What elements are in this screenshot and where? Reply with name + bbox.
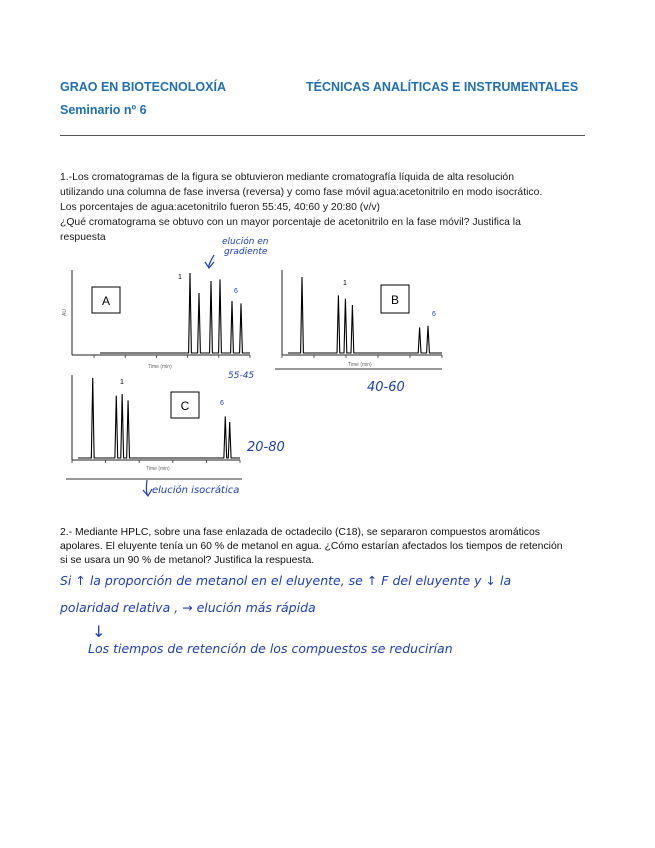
chart-a-xlabel: Time (min) (148, 364, 172, 370)
chart-b-trace (288, 277, 442, 353)
chromatogram-b (275, 270, 442, 369)
gradient-note-line: elución en (222, 237, 269, 247)
chart-b-peak-last: 6 (432, 311, 436, 318)
chart-c-label: C (180, 399, 190, 413)
chart-b-peak-first: 1 (343, 280, 347, 287)
chart-c-xlabel: Time (min) (146, 466, 170, 472)
chromatogram-a (62, 270, 250, 370)
isocratic-arrow-icon (143, 480, 152, 496)
chromatogram-c (66, 375, 242, 479)
course-title: GRAO EN BIOTECNOLOXÍA (60, 80, 226, 94)
question-1-line: 1.-Los cromatogramas de la figura se obtuvieron mediante cromatografía líquida de alta resolución (60, 172, 514, 183)
subject-title: TÉCNICAS ANALÍTICAS E INSTRUMENTALES (306, 80, 579, 94)
gradient-arrow-icon (205, 255, 214, 268)
answer-line-1: Si ↑ la proporción de metanol en el eluyente, se ↑ F del eluyente y ↓ la (60, 573, 512, 588)
chart-a-label: A (101, 294, 111, 308)
question-1-line: utilizando una columna de fase inversa (reversa) y como fase móvil agua:acetonitrilo en modo isocrático. (60, 187, 543, 198)
chart-c-trace (78, 378, 240, 458)
chart-a-trace (100, 273, 250, 353)
chart-a-ylabel: AU (62, 309, 68, 316)
ratio-a-note: 55-45 (228, 371, 255, 381)
chart-b-xlabel: Time (min) (348, 362, 372, 368)
seminar-title: Seminario nº 6 (60, 103, 147, 117)
question-1-line: Los porcentajes de agua:acetonitrilo fueron 55:45, 40:60 y 20:80 (v/v) (60, 202, 381, 213)
question-2 (60, 526, 600, 568)
chart-a-peak-last: 6 (234, 288, 238, 295)
chart-a-peak-first: 1 (178, 274, 182, 281)
question-2-line: 2.- Mediante HPLC, sobre una fase enlazada de octadecilo (C18), se separaron compuestos aromáticos (60, 527, 540, 538)
question-2-line: apolares. El eluyente tenía un 60 % de metanol en agua. ¿Cómo estarían afectados los tiempos de retención (60, 541, 563, 552)
chart-c-peak-first: 1 (120, 379, 124, 386)
question-1-line: ¿Qué cromatograma se obtuvo con un mayor porcentaje de acetonitrilo en la fase móvil? Justifica la (60, 217, 521, 228)
answer-arrow-icon: ↓ (92, 622, 106, 641)
question-2-line: si se usara un 90 % de metanol? Justifica la respuesta. (60, 555, 315, 566)
gradient-note-line: gradiente (224, 247, 268, 257)
chart-c-peak-last: 6 (220, 400, 224, 407)
ratio-c-note: 20-80 (247, 440, 285, 455)
answer-line-3: Los tiempos de retención de los compuestos se reducirían (88, 641, 453, 656)
answer-line-2: polaridad relativa , → elución más rápida (60, 600, 316, 615)
ratio-b-note: 40-60 (367, 380, 405, 395)
gradient-note (222, 237, 269, 257)
question-1-line: respuesta (60, 232, 106, 243)
chart-b-label: B (390, 293, 400, 307)
isocratic-note: elución isocrática (152, 485, 240, 496)
